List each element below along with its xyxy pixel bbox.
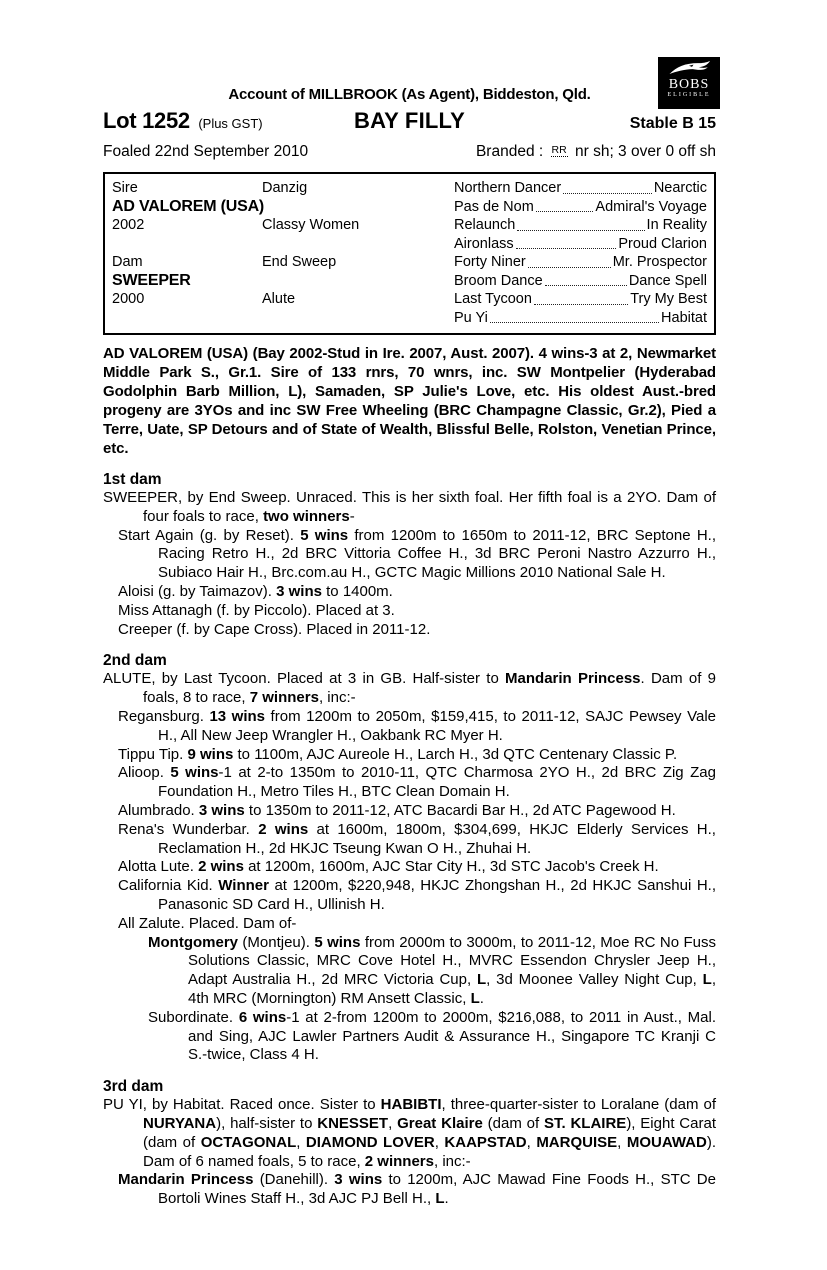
- gen3-pair: [454, 290, 707, 309]
- gen2-name: End Sweep: [262, 254, 337, 270]
- gen2-name: Alute: [262, 291, 296, 307]
- progeny-entry: Rena's Wunderbar. 2 wins at 1600m, 1800m, $304,699, HKJC Elderly Services H., Reclamation H., 2d HKJC Tseung Kwan O H., Zhuhai H.: [118, 820, 716, 857]
- stable-number: Stable B 15: [629, 115, 716, 132]
- lot-left: [103, 108, 354, 134]
- dam-line: ALUTE, by Last Tycoon. Placed at 3 in GB. Half-sister to Mandarin Princess. Dam of 9 foals, 8 to race, 7 winners, inc:-: [103, 670, 716, 707]
- leader-dots: [534, 304, 628, 305]
- pedigree-line: [112, 309, 707, 328]
- gen3-name: Forty Niner: [454, 254, 526, 270]
- pedigree-line: [112, 235, 707, 254]
- gen4-name: Try My Best: [630, 291, 707, 307]
- progeny-entry: Start Again (g. by Reset). 5 wins from 1200m to 1650m to 2011-12, BRC Septone H., Racing Retro H., 2d BRC Vittoria Coffee H., 3d BRC Peroni Nastro Azzurro H., Subiaco Hair H., Brc.com.au H., GCTC Magic Millions 2010 National Sale H.: [118, 526, 716, 582]
- leader-dots: [490, 322, 659, 323]
- progeny-entry: Mandarin Princess (Danehill). 3 wins to 1200m, AJC Mawad Fine Foods H., STC De Bortoli Wines Staff H., 3d AJC PJ Bell H., L.: [118, 1171, 716, 1208]
- lot-row: [103, 108, 716, 134]
- dam-year: 2000: [112, 291, 145, 307]
- gen3-pair: [454, 216, 707, 235]
- gen4-name: Nearctic: [653, 180, 707, 196]
- gst-note: (Plus GST): [198, 116, 263, 131]
- leader-dots: [563, 193, 652, 194]
- lot-number: Lot 1252: [103, 108, 190, 133]
- gen2-name: [262, 272, 454, 291]
- gen3-name: Relaunch: [454, 217, 516, 233]
- gen4-name: In Reality: [646, 217, 707, 233]
- sub-progeny-entry: Subordinate. 6 wins-1 at 2-from 1200m to 2000m, $216,088, to 2011 in Aust., Mal. and Sing, AJC Lawler Partners Audit & Assurance H., Singapore TC Kranji C S.-twice, Class 4 H.: [148, 1008, 716, 1064]
- dam-line: SWEEPER, by End Sweep. Unraced. This is her sixth foal. Her fifth foal is a 2YO. Dam of four foals to race, two winners-: [103, 489, 716, 525]
- page-content: [103, 57, 716, 1209]
- pedigree-line: [112, 179, 707, 198]
- gen3-pair: [454, 309, 707, 328]
- gen1-empty: [112, 235, 262, 254]
- progeny-entry: Alumbrado. 3 wins to 1350m to 2011-12, ATC Bacardi Bar H., 2d ATC Pagewood H.: [118, 801, 676, 819]
- gen3-pair: [454, 179, 707, 198]
- bobs-horse-icon: [666, 59, 712, 77]
- progeny-entry: Alotta Lute. 2 wins at 1200m, 1600m, AJC Star City H., 3d STC Jacob's Creek H.: [118, 858, 659, 876]
- bobs-logo-text: BOBS: [668, 77, 710, 92]
- section-heading-2nd-dam: 2nd dam: [103, 652, 167, 670]
- progeny-entry: California Kid. Winner at 1200m, $220,948, HKJC Zhongshan H., 2d HKJC Sanshui H., Panasonic SD Card H., Ullinish H.: [118, 877, 717, 913]
- section-heading-3rd-dam: 3rd dam: [103, 1078, 164, 1096]
- gen2-name: Danzig: [262, 180, 308, 196]
- progeny-entry: Miss Attanagh (f. by Piccolo). Placed at 3.: [118, 601, 395, 619]
- progeny-entry: Tippu Tip. 9 wins to 1100m, AJC Aureole H., Larch H., 3d QTC Centenary Classic P.: [118, 745, 678, 763]
- sub-progeny-entry: Montgomery (Montjeu). 5 wins from 2000m to 3000m, to 2011-12, Moe RC No Fuss Solutions Classic, MRC Cove Hotel H., MVRC Essendon Chrysler Jeep H., Adapt Australia H., 2d MRC Victoria Cup, L, 3d Moonee Valley Night Cup, L, 4th MRC (Mornington) RM Ansett Classic, L.: [148, 933, 716, 1007]
- pedigree-line: [112, 216, 707, 235]
- gen1-empty: [112, 309, 262, 328]
- gen3-pair: [454, 198, 707, 217]
- foaled-date: Foaled 22nd September 2010: [103, 143, 309, 160]
- gen3-name: Aironlass: [454, 235, 514, 252]
- progeny-entry: Regansburg. 13 wins from 1200m to 2050m, $159,415, to 2011-12, SAJC Pewsey Vale H., All New Jeep Wrangler H., Oakbank RC Myer H.: [118, 707, 716, 744]
- account-line: Account of MILLBROOK (As Agent), Biddeston, Qld.: [228, 86, 591, 103]
- gen4-name: Dance Spell: [628, 272, 707, 289]
- progeny-entry: Creeper (f. by Cape Cross). Placed in 2011-12.: [118, 620, 431, 638]
- pedigree-line: [112, 253, 707, 272]
- gen3-pair: [454, 253, 707, 272]
- gen2-name: [262, 235, 454, 254]
- gen1-label: Dam: [112, 254, 143, 270]
- sire-year: 2002: [112, 217, 145, 233]
- gen4-name: Habitat: [661, 309, 707, 326]
- page-title: BAY FILLY: [353, 108, 466, 133]
- dam-name: SWEEPER: [112, 271, 191, 289]
- sire-summary: AD VALOREM (USA) (Bay 2002-Stud in Ire. 2007, Aust. 2007). 4 wins-3 at 2, Newmarket Middle Park S., Gr.1. Sire of 133 rnrs, 70 wnrs, inc. SW Montpelier (Hyderabad Godolphin Barb Million, L), Samaden, SP Julie's Love, etc. His oldest Aust.-bred progeny are 3YOs and inc SW Free Wheeling (BRC Champagne Classic, Gr.2), Pied a Terre, Uate, SP Detours and of State of Wealth, Blissful Belle, Rolston, Venetian Prince, etc.: [103, 345, 716, 457]
- sire-name: AD VALOREM (USA): [112, 197, 265, 215]
- gen3-name: Last Tycoon: [454, 291, 532, 307]
- gen2-name: Classy Women: [262, 217, 360, 233]
- gen2-name: [262, 309, 454, 328]
- gen3-name: Pu Yi: [454, 309, 488, 326]
- progeny-entry: Alioop. 5 wins-1 at 2-to 1350m to 2010-11, QTC Charmosa 2YO H., 2d BRC Zig Zag Foundation H., Metro Tiles H., BTC Clean Domain H.: [118, 764, 716, 801]
- branded-info: [476, 143, 716, 161]
- gen4-name: Mr. Prospector: [612, 254, 707, 270]
- gen3-name: Pas de Nom: [454, 198, 534, 215]
- gen3-pair: [454, 235, 707, 254]
- leader-dots: [517, 230, 644, 231]
- gen3-pair: [454, 272, 707, 291]
- pedigree-line: [112, 272, 707, 291]
- gen1-label: Sire: [112, 180, 138, 196]
- leader-dots: [536, 211, 594, 212]
- bobs-eligible-logo: [658, 57, 720, 109]
- pedigree-table: [103, 172, 716, 335]
- progeny-entry: Aloisi (g. by Taimazov). 3 wins to 1400m.: [118, 582, 393, 600]
- brand-location: nr sh; 3 over 0 off sh: [574, 143, 716, 160]
- leader-dots: [528, 267, 611, 268]
- pedigree-line: [112, 198, 707, 217]
- bobs-logo-subtext: ELIGIBLE: [667, 92, 711, 98]
- gen2-name: [262, 198, 454, 217]
- gen4-name: Proud Clarion: [618, 235, 707, 252]
- gen3-name: Northern Dancer: [454, 180, 562, 196]
- leader-dots: [545, 285, 627, 286]
- progeny-entry: All Zalute. Placed. Dam of-: [118, 914, 297, 932]
- dam-line: PU YI, by Habitat. Raced once. Sister to HABIBTI, three-quarter-sister to Loralane (dam of NURYANA), half-sister to KNESSET, Great Klaire (dam of ST. KLAIRE), Eight Carat (dam of OCTAGONAL, DIAMOND LOVER, KAAPSTAD, MARQUISE, MOUAWAD). Dam of 6 named foals, 5 to race, 2 winners, inc:-: [103, 1096, 716, 1170]
- branded-label: Branded :: [475, 143, 544, 160]
- pedigree-line: [112, 290, 707, 309]
- gen4-name: Admiral's Voyage: [595, 198, 707, 215]
- foaled-row: [103, 143, 716, 161]
- leader-dots: [516, 248, 617, 249]
- section-heading-1st-dam: 1st dam: [103, 471, 162, 488]
- gen3-name: Broom Dance: [454, 272, 543, 289]
- brand-mark: RR: [551, 144, 567, 156]
